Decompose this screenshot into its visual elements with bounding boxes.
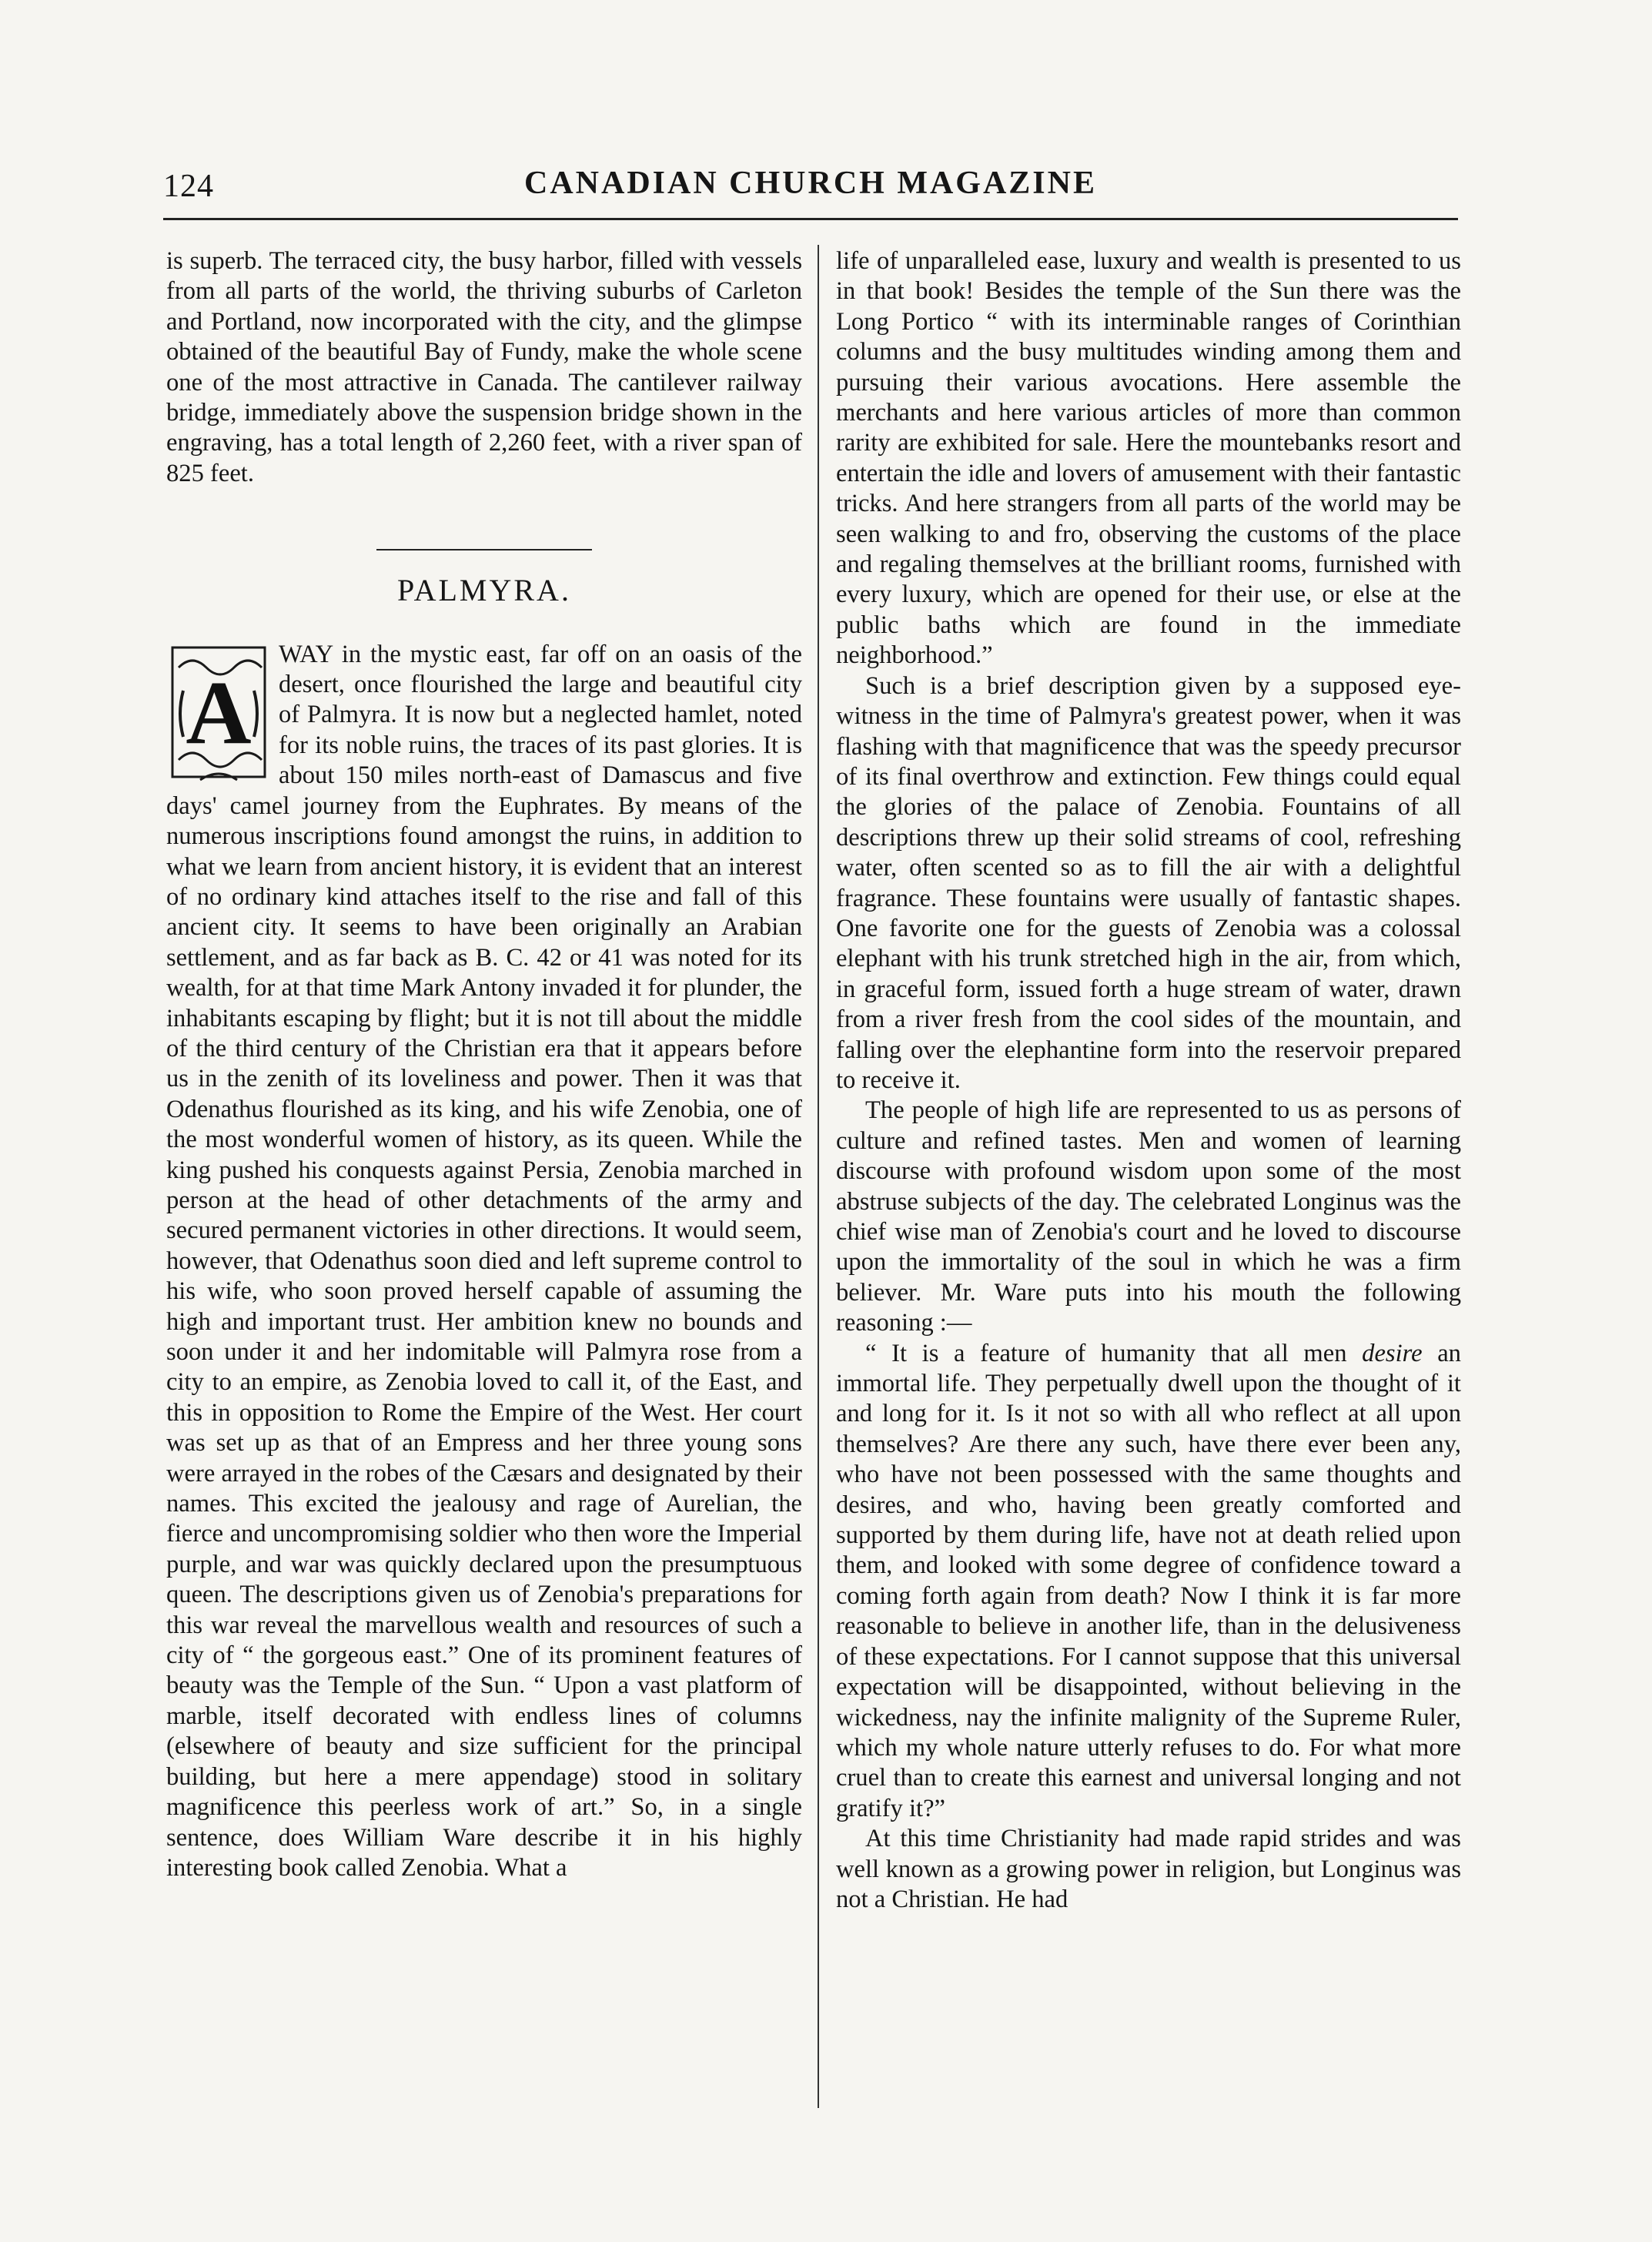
quotation-emphasis: desire xyxy=(1362,1339,1423,1367)
first-paragraph-text: WAY in the mystic east, far off on an oasis of the desert, once flourished the large and beautiful city of Palmyra. It is now but a neglected hamlet, noted for its noble ruins, the traces of its past glories. It is about 150 miles north-east of Damascus and five days' camel journey from the Euphrates. By means of the numerous inscriptions found amongst the ruins, in addition to what we learn from ancient history, it is evident that an interest of no ordinary kind attaches itself to the rise and fall of this ancient city. It seems to have been originally an Arabian settlement, and as far back as B. C. 42 or 41 was noted for its wealth, for at that time Mark Antony invaded it for plunder, the inhabitants escaping by flight; but it is not till about the middle of the third century of the Christian era that it appears before us in the zenith of its loveliness and power. Then it was that Odenathus flourished as its king, and his wife Zenobia, one of the most wonderful women of history, as its queen. While the king pushed his conquests against Persia, Zenobia marched in person at the head of other detachments of the army and secured permanent victories in other directions. It would seem, however, that Odenathus soon died and left supreme control to his wife, who soon proved herself capable of assuming the high and important trust. Her ambition knew no bounds and soon under it and her indomitable will Palmyra rose from a city to an empire, as Zenobia loved to call it, of the East, and this in opposition to Rome the Empire of the West. Her court was set up as that of an Empress and her three young sons were arrayed in the robes of the Cæsars and designated by their names. This excited the jealousy and rage of Aurelian, the fierce and uncompromising soldier who then wore the Imperial purple, and war was quickly declared upon the presumptuous queen. The descriptions given us of Zenobia's preparations for this war reveal the marvellous wealth and resources of such a city of “ the gorgeous east.” One of its prominent features of beauty was the Temple of the Sun. “ Upon a vast platform of marble, itself decorated with endless lines of columns (elsewhere of beauty and size sufficient for the principal building, but here a mere appendage) stood in solitary magnificence this peerless work of art.” So, in a single sentence, does William Ware describe it in his highly interesting book called Zenobia. What a xyxy=(166,640,802,1882)
page-number: 124 xyxy=(163,169,214,204)
left-column xyxy=(166,246,802,1883)
ornament-drawing xyxy=(169,644,268,786)
paragraph-people: The people of high life are represented to us as persons of culture and refined tastes. Men and women of learning discourse with profound wisdom upon some of the most abstruse subjects of the day. The celebrated Longinus was the chief wise man of Zenobia's court and he loved to discourse upon the immortality of the soul in which he was a firm believer. Mr. Ware puts into his mouth the following reasoning :— xyxy=(836,1096,1461,1337)
running-head: CANADIAN CHURCH MAGAZINE xyxy=(524,166,1097,201)
article-title: PALMYRA. xyxy=(397,573,571,608)
quotation-rest: an immortal life. They perpetually dwell upon the thought of it and long for it. Is it not so with all who reflect at all upon themselves? Are there any such, have there ever been any, who have not been possessed with the same thoughts and desires, and who, having been greatly comforted and supported by them during life, have not at death relied upon them, and looked with some degree of confidence toward a coming forth again from death? Now I think it is far more reasonable to believe in another life, than in the delusiveness of these expectations. For I cannot suppose that this universal expectation will be disappointed, without believing in the wickedness, nay the infinite malignity of the Supreme Ruler, which my whole nature utterly refuses to do. For what more cruel than to create this earnest and universal longing and not gratify it?” xyxy=(836,1339,1461,1822)
page-header xyxy=(163,163,1458,209)
header-rule xyxy=(163,218,1458,220)
paragraph-christianity: At this time Christianity had made rapid strides and was well known as a growing power in religion, but Longinus was not a Christian. He had xyxy=(836,1825,1461,1913)
intro-paragraph: is superb. The terraced city, the busy harbor, filled with vessels from all parts of the world, the thriving suburbs of Carleton and Portland, now incorporated with the city, and the glimpse obtained of the beautiful Bay of Fundy, make the whole scene one of the most attractive in Canada. The cantilever railway bridge, immediately above the suspension bridge shown in the engraving, has a total length of 2,260 feet, with a river span of 825 feet. xyxy=(166,247,802,487)
first-paragraph xyxy=(166,640,802,1884)
paragraph-continued: life of unparalleled ease, luxury and wealth is presented to us in that book! Besides the temple of the Sun there was the Long Portico “ with its interminable ranges of Corinthian columns and the busy multitudes winding among them and pursuing their various avocations. Here assemble the merchants and here various articles of more than common rarity are exhibited for sale. Here the mountebanks resort and entertain the idle and lovers of amusement with their fantastic tricks. And here strangers from all parts of the world may be seen walking to and fro, observing the customs of the place and regaling themselves at the brilliant rooms, furnished with every luxury, which are opened for their use, or else at the public baths which are found in the immediate neighborhood.” xyxy=(836,247,1461,670)
paragraph-quotation xyxy=(836,1339,1461,1825)
column-divider xyxy=(818,245,819,2108)
paragraph-palace: Such is a brief description given by a supposed eye-witness in the time of Palmyra's greatest power, when it was flashing with that magnificence that was the speedy precursor of its final overthrow and extinction. Few things could equal the glories of the palace of Zenobia. Fountains of all descriptions threw up their solid streams of cool, refreshing water, often scented so as to fill the air with a delightful fragrance. These fountains were usually of fantastic shapes. One favorite one for the guests of Zenobia was a colossal elephant with his trunk stretched high in the air, from which, in graceful form, issued forth a huge stream of water, drawn from a river fresh from the cool sides of the mountain, and falling over the elephantine form into the reservoir prepared to receive it. xyxy=(836,671,1461,1094)
section-rule xyxy=(376,549,592,550)
drop-cap-letter: A xyxy=(186,661,252,763)
right-column xyxy=(836,246,1461,1915)
ornamental-drop-cap xyxy=(169,644,268,786)
quotation-start: “ It is a feature of humanity that all men xyxy=(865,1339,1363,1367)
